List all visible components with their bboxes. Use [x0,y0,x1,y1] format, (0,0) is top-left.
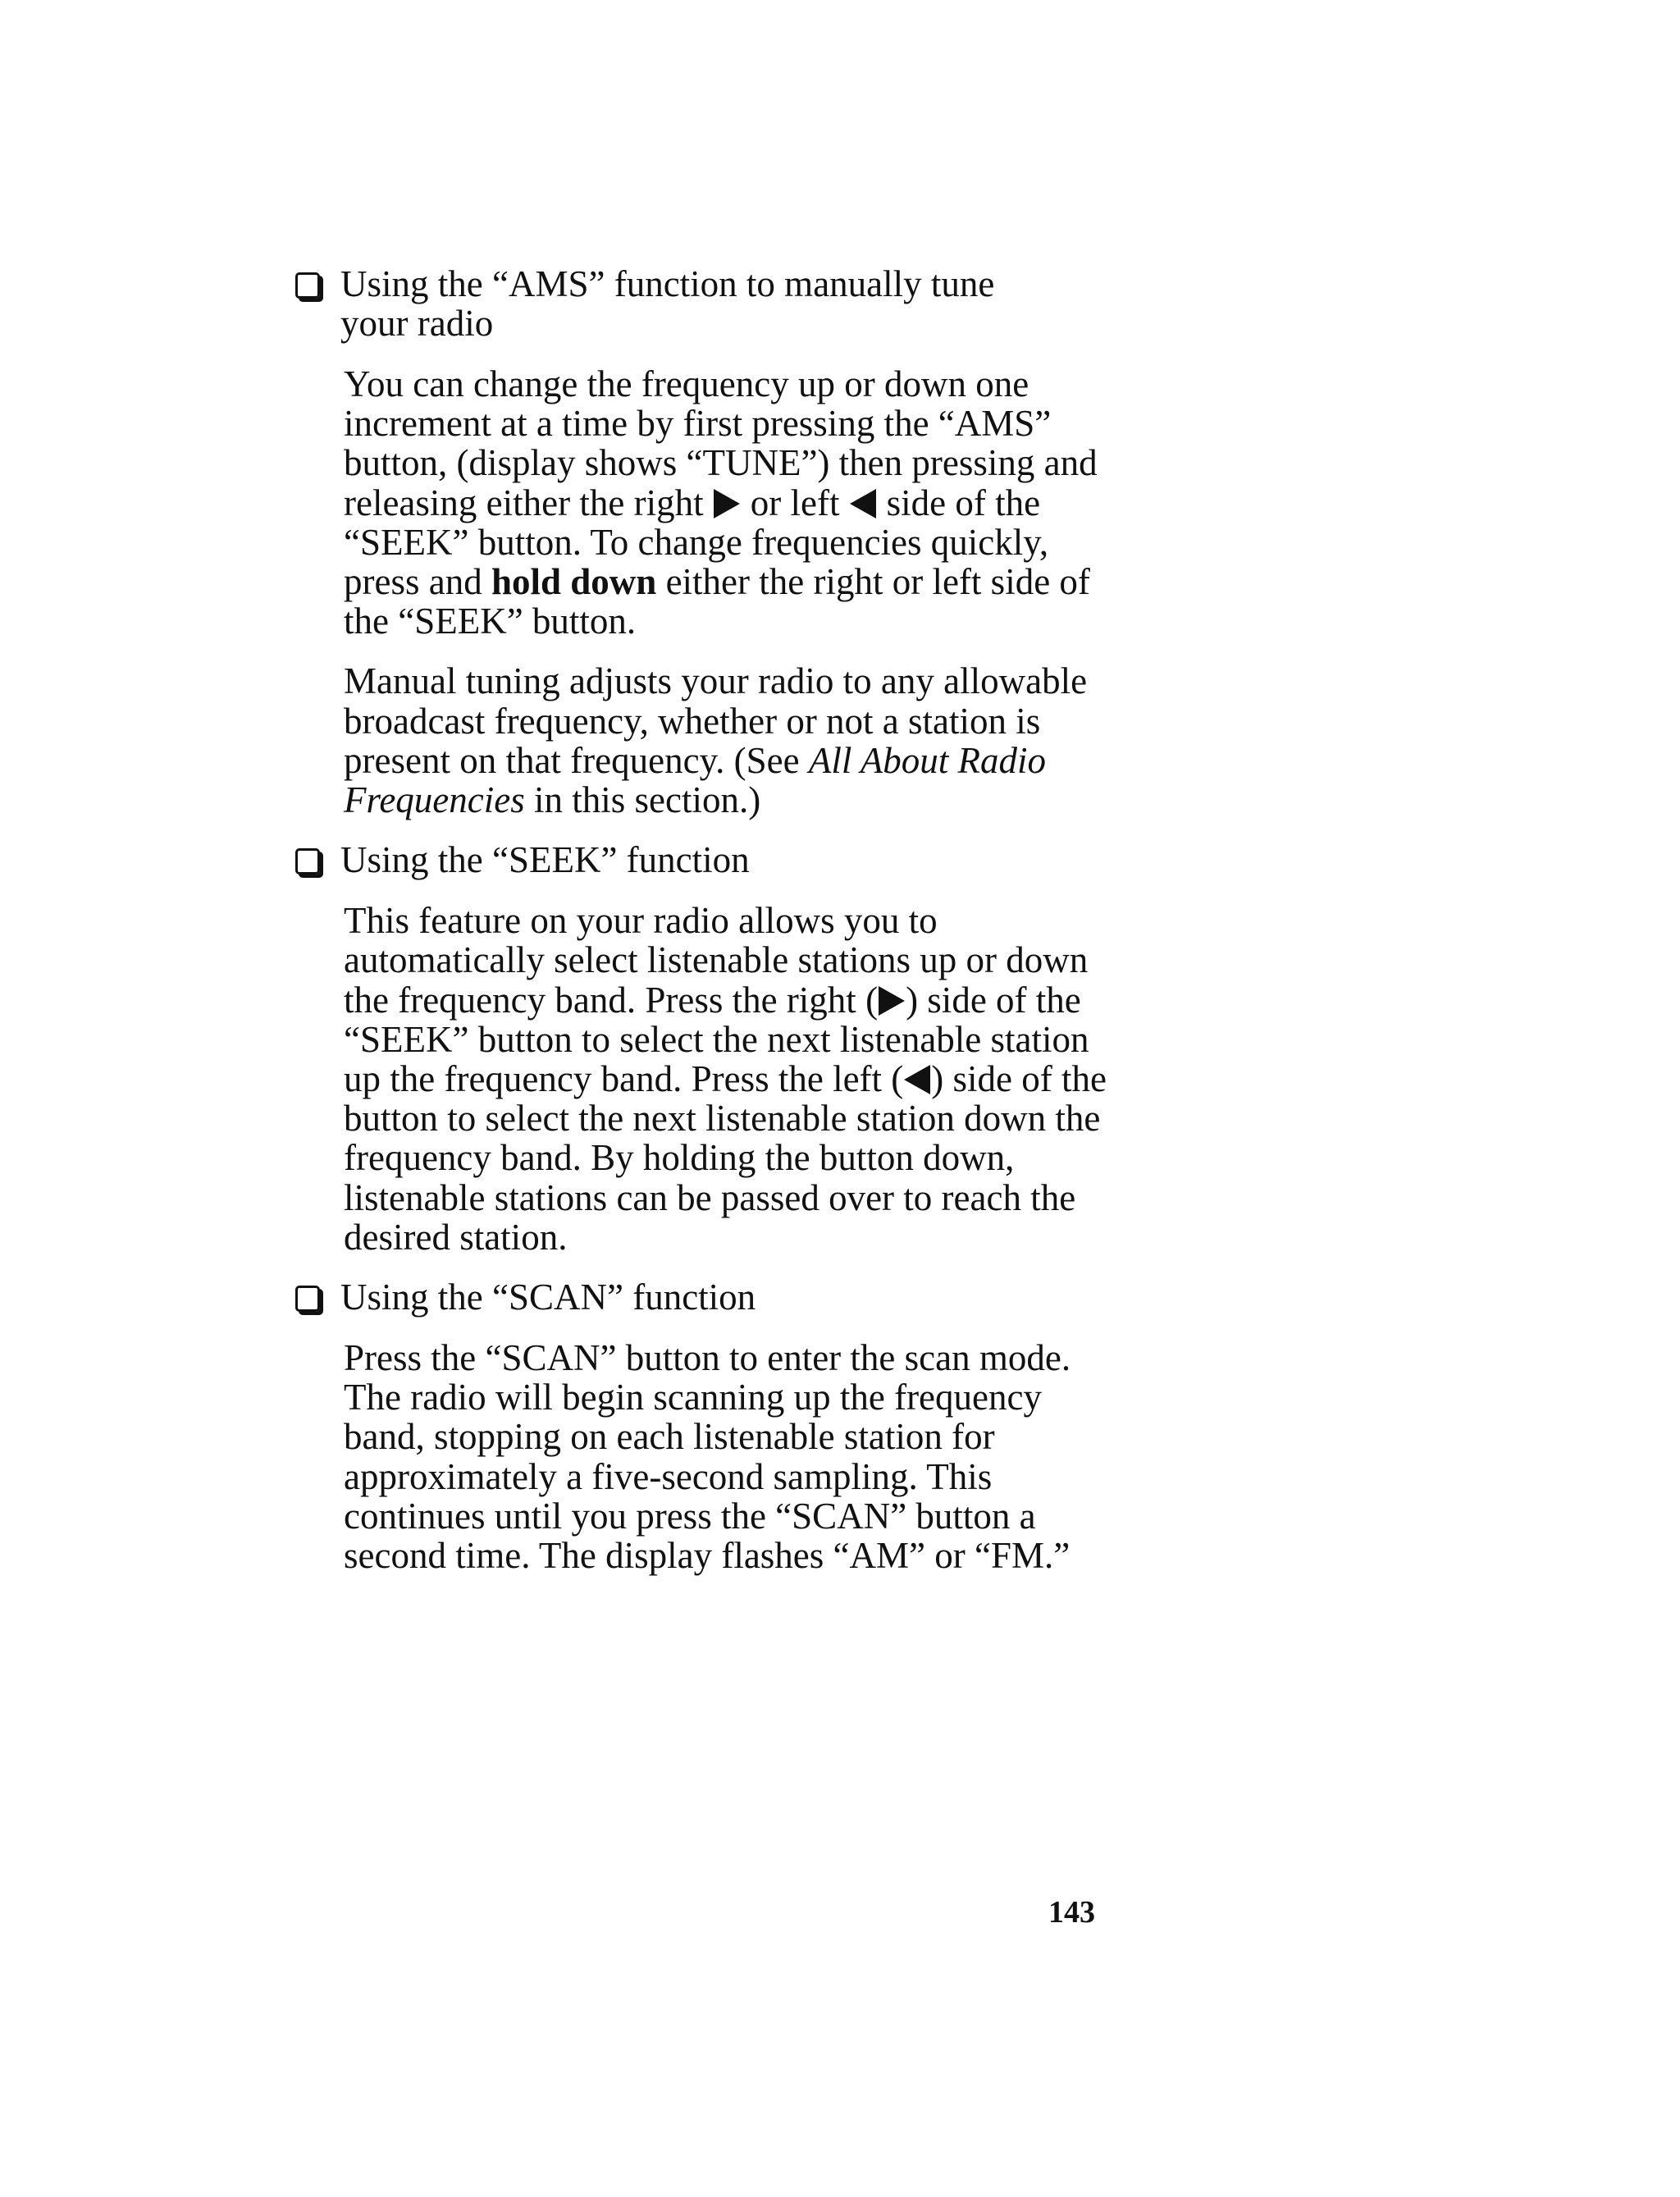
ams-p2-text-a: Manual tuning adjusts your radio to any allowable broadcast frequency, whether or not a station is present on that frequency. (See [344,660,1088,781]
left-triangle-icon [904,1065,930,1094]
checkbox-icon [295,848,320,875]
page-content [295,264,1116,1575]
ams-p1-text-b: or left [750,482,840,523]
seek-heading [295,840,1153,879]
ams-p1-bold-text: hold down [491,561,657,603]
ams-p1-text-c: side of the “SEEK” button. To change frequencies quickly, press and [344,482,1049,603]
ams-paragraph-1 [344,364,1131,641]
page-number: 143 [1048,1895,1095,1930]
checkbox-icon [295,1286,320,1312]
left-triangle-icon [850,489,876,518]
ams-heading-line1: Using the “AMS” function to manually tune [340,263,995,304]
ams-p2-italic-text: All About Radio Frequencies [344,739,1047,821]
seek-p1-text-a: This feature on your radio allows you to automatically select listenable stations up or down the frequency band. Press the right ( [344,900,1089,1021]
right-triangle-icon [714,489,740,518]
seek-p1-text-b: ) side of the “SEEK” button to select the next listenable station up the frequency band. Press the left ( [344,979,1089,1100]
seek-p1-text-c: ) side of the button to select the next listenable station down the frequency band. By holding the button down, listenable stations can be passed over to reach the desired station. [344,1058,1107,1258]
scan-heading-text: Using the “SCAN” function [340,1277,756,1318]
ams-p1-text-d: either the right or left side of the “SEEK” button. [344,561,1090,642]
ams-heading-line2: your radio [340,303,494,344]
ams-paragraph-2 [344,661,1131,820]
ams-p1-text-a: You can change the frequency up or down one increment at a time by first pressing the “AMS” button, (display shows “TUNE”) then pressing and releasing either the right [344,363,1098,523]
checkbox-icon [295,272,320,299]
scan-heading [295,1277,1153,1317]
scan-paragraph-1: Press the “SCAN” button to enter the scan mode. The radio will begin scanning up the frequency band, stopping on each listenable station for approximately a five-second sampling. This continues until you press the “SCAN” button a second time. The display flashes “AM” or “FM.” [344,1337,1071,1577]
ams-heading [295,264,1153,343]
seek-paragraph-1 [344,901,1131,1257]
seek-heading-text: Using the “SEEK” function [340,839,750,881]
right-triangle-icon [879,986,905,1016]
ams-p2-text-b: in this section.) [534,779,761,821]
